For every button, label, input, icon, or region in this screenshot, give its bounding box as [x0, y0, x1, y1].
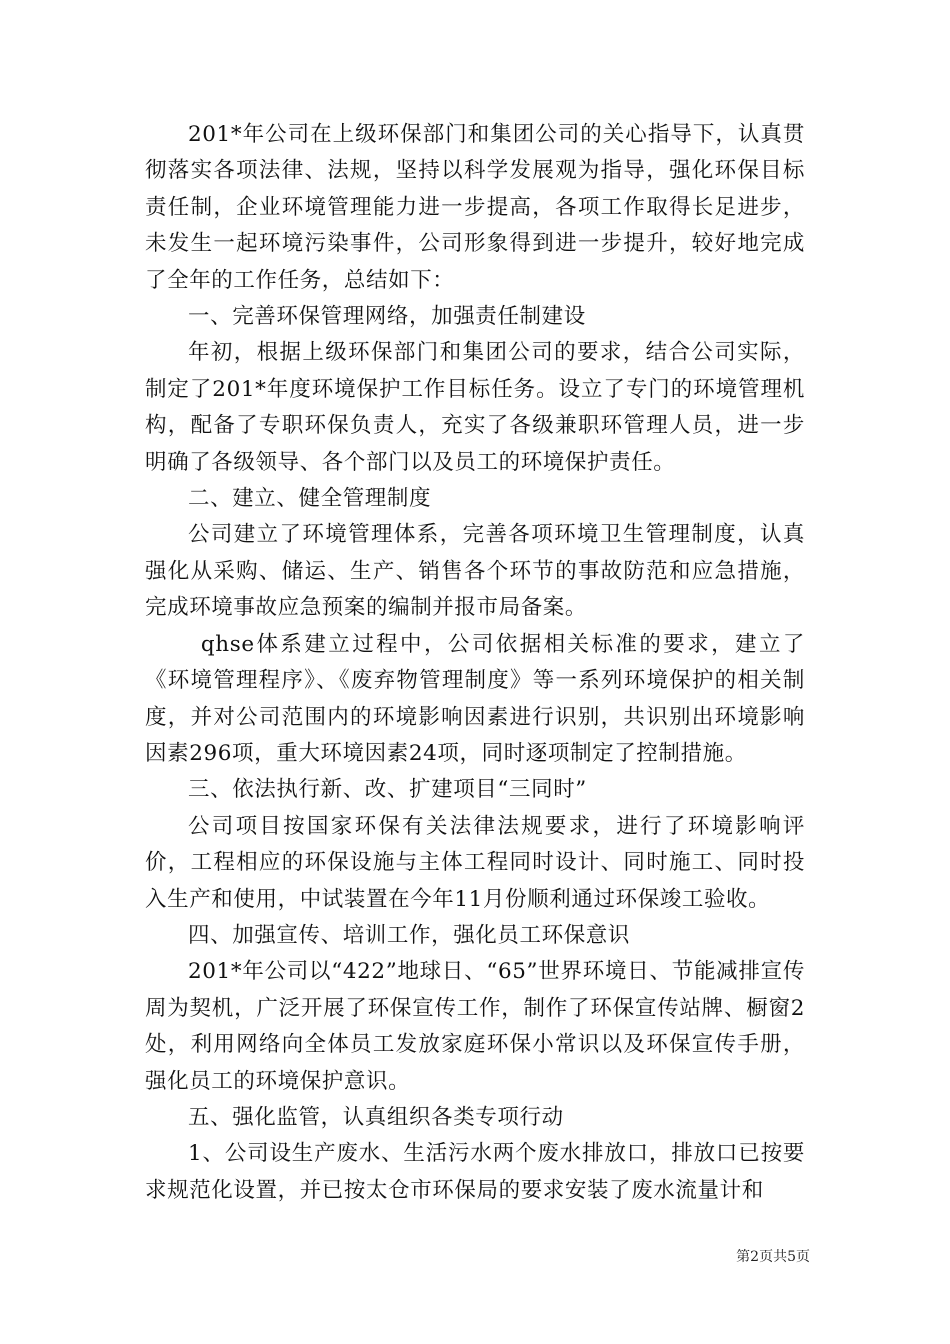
- section-heading-3: 三、依法执行新、改、扩建项目“三同时”: [188, 777, 587, 803]
- paragraph-section-3: 公司项目按国家环保有关法律法规要求，进行了环境影响评价，工程相应的环保设施与主体工程同时设计、同时施工、同时投入生产和使用，中试装置在今年11月份顺利通过环保竣工验收。: [145, 813, 805, 912]
- paragraph-section-1: 年初，根据上级环保部门和集团公司的要求，结合公司实际，制定了201*年度环境保护工作目标任务。设立了专门的环境管理机构，配备了专职环保负责人，充实了各级兼职环管理人员，进一步明确了各级领导、各个部门以及员工的环境保护责任。: [145, 340, 805, 475]
- paragraph-section-4: 201*年公司以“422”地球日、“65”世界环境日、节能减排宣传周为契机，广泛开展了环保宣传工作，制作了环保宣传站牌、橱窗2处，利用网络向全体员工发放家庭环保小常识以及环保宣传手册，强化员工的环境保护意识。: [145, 959, 805, 1094]
- paragraph-section-5: 1、公司设生产废水、生活污水两个废水排放口，排放口已按要求规范化设置，并已按太仓市环保局的要求安装了废水流量计和: [145, 1141, 805, 1203]
- section-heading-5: 五、强化监管，认真组织各类专项行动: [188, 1104, 564, 1130]
- paragraph-intro: 201*年公司在上级环保部门和集团公司的关心指导下，认真贯彻落实各项法律、法规，坚持以科学发展观为指导，强化环保目标责任制，企业环境管理能力进一步提高，各项工作取得长足进步，未发生一起环境污染事件，公司形象得到进一步提升，较好地完成了全年的工作任务，总结如下：: [145, 122, 805, 293]
- section-heading-4: 四、加强宣传、培训工作，强化员工环保意识: [188, 922, 631, 948]
- paragraph-section-2b: qhse体系建立过程中，公司依据相关标准的要求，建立了《环境管理程序》、《废弃物管理制度》等一系列环境保护的相关制度，并对公司范围内的环境影响因素进行识别，共识别出环境影响因素296项，重大环境因素24项，同时逐项制定了控制措施。: [145, 631, 805, 766]
- section-heading-1: 一、完善环保管理网络，加强责任制建设: [188, 304, 586, 330]
- section-heading-2: 二、建立、健全管理制度: [188, 486, 432, 512]
- paragraph-section-2a: 公司建立了环境管理体系，完善各项环境卫生管理制度，认真强化从采购、储运、生产、销售各个环节的事故防范和应急措施，完成环境事故应急预案的编制并报市局备案。: [145, 522, 805, 621]
- page-number: 第2页共5页: [736, 1249, 810, 1265]
- document-body: [145, 117, 805, 1209]
